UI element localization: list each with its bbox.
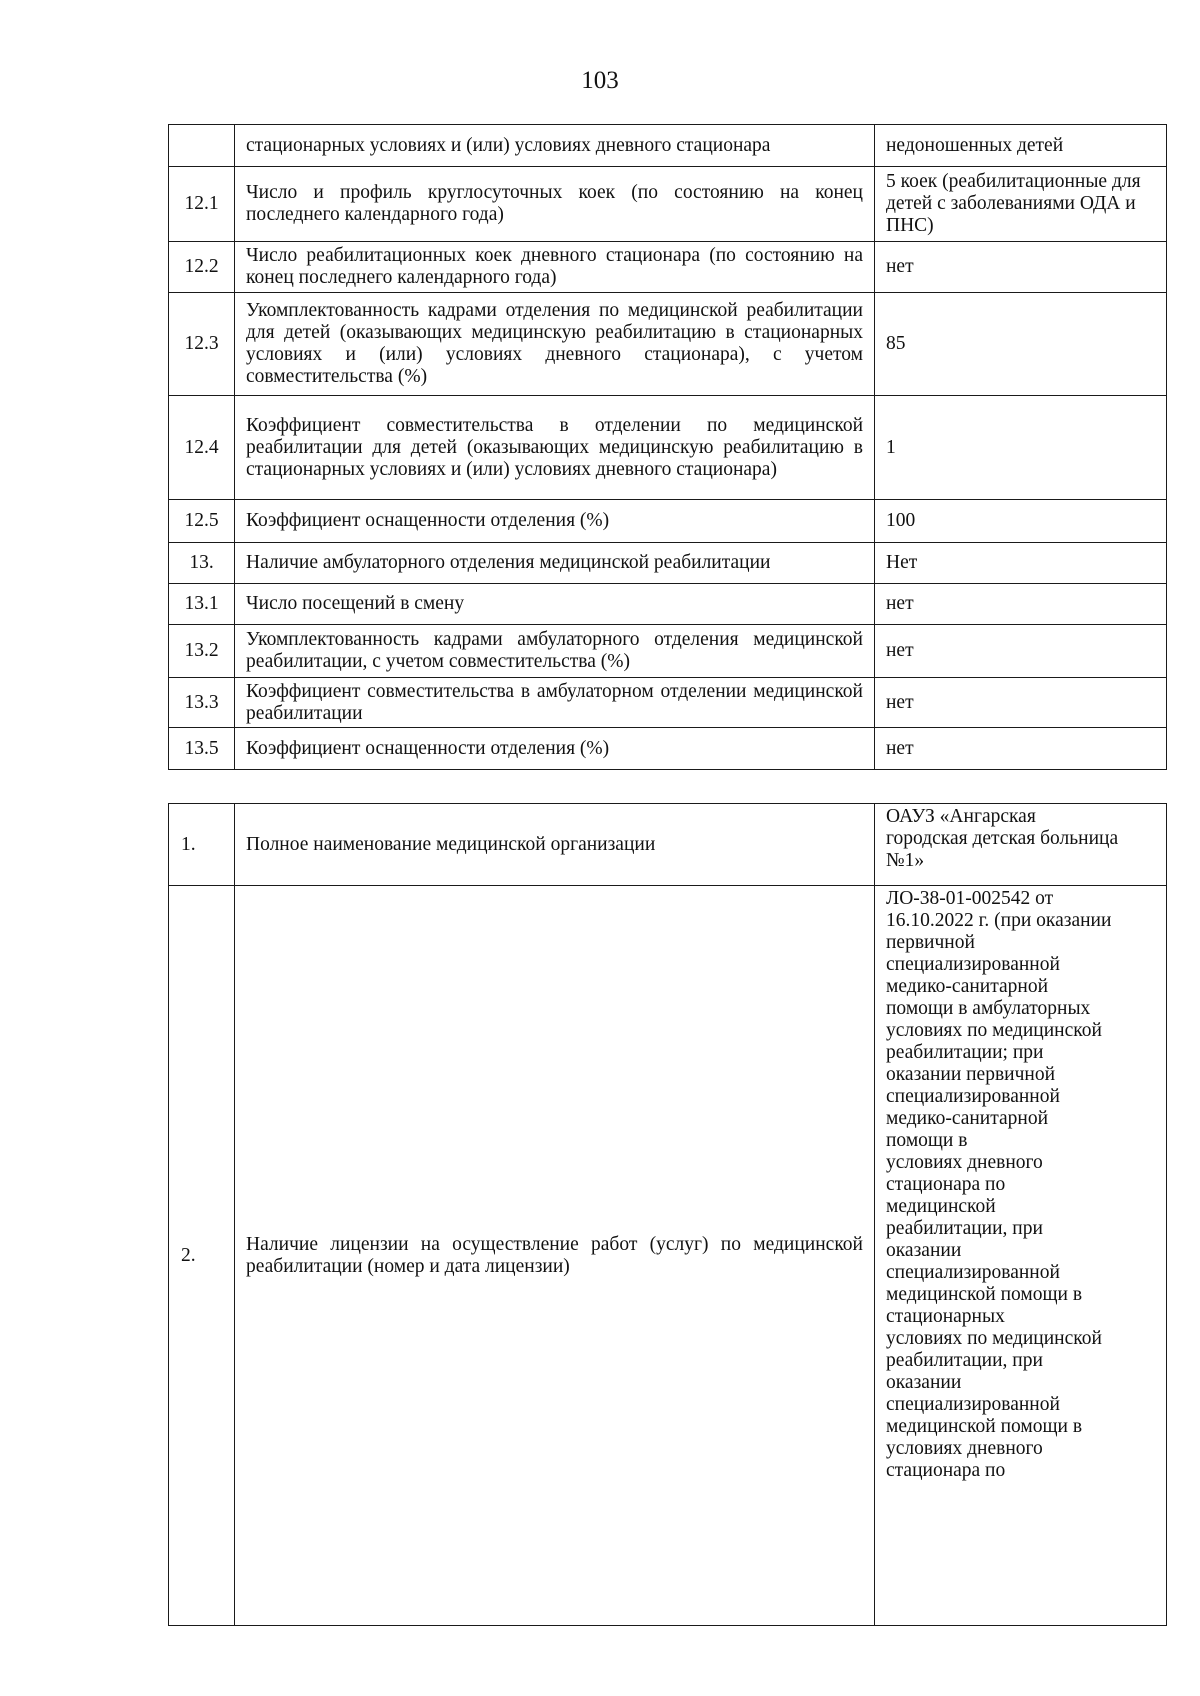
license-value: ЛО-38-01-002542 от 16.10.2022 г. (при оказании первичной специализированной медико-санитарной помощи в амбулаторных условиях по медицинской реабилитации; при оказании первичной специализированной медико-санитарной помощи в условиях дневного стационара по медицинской реабилитации, при оказании специализированной медицинской помощи в стационарных условиях по медицинской реабилитации, при оказании специализированной медицинской помощи в условиях дневного стационара по <box>875 886 1167 1626</box>
table-row <box>169 543 1167 584</box>
rehab-indicators-table <box>168 124 1167 770</box>
row-description: Коэффициент оснащенности отделения (%) <box>235 500 875 543</box>
row-value: 1 <box>875 396 1167 500</box>
row-description: Коэффициент совместительства в отделении по медицинской реабилитации для детей (оказывающих медицинскую реабилитацию в стационарных условиях и (или) условиях дневного стационара) <box>235 396 875 500</box>
row-value: нет <box>875 625 1167 678</box>
table-row <box>169 625 1167 678</box>
row-number: 12.3 <box>169 293 235 396</box>
row-description: Наличие амбулаторного отделения медицинской реабилитации <box>235 543 875 584</box>
table-row <box>169 804 1167 886</box>
row-value: нет <box>875 584 1167 625</box>
row-description: Число посещений в смену <box>235 584 875 625</box>
table-row <box>169 125 1167 167</box>
row-value: нет <box>875 678 1167 728</box>
page-number: 103 <box>581 67 619 94</box>
table-row <box>169 886 1167 1626</box>
table-row <box>169 167 1167 242</box>
table-row <box>169 396 1167 500</box>
row-number: 13.1 <box>169 584 235 625</box>
row-number: 13.3 <box>169 678 235 728</box>
row-description: Число и профиль круглосуточных коек (по состоянию на конец последнего календарного года) <box>235 167 875 242</box>
row-number: 12.2 <box>169 242 235 293</box>
row-description: Наличие лицензии на осуществление работ (услуг) по медицинской реабилитации (номер и дата лицензии) <box>235 886 875 1626</box>
row-value: нет <box>875 242 1167 293</box>
row-description: Укомплектованность кадрами отделения по медицинской реабилитации для детей (оказывающих медицинскую реабилитацию в стационарных условиях и (или) условиях дневного стационара), с учетом совместительства (%) <box>235 293 875 396</box>
row-description: Коэффициент оснащенности отделения (%) <box>235 728 875 770</box>
row-value: нет <box>875 728 1167 770</box>
row-number: 1. <box>169 804 235 886</box>
row-number: 12.1 <box>169 167 235 242</box>
table-row <box>169 584 1167 625</box>
row-value: Нет <box>875 543 1167 584</box>
row-description: Число реабилитационных коек дневного стационара (по состоянию на конец последнего календарного года) <box>235 242 875 293</box>
row-description: Укомплектованность кадрами амбулаторного отделения медицинской реабилитации, с учетом совместительства (%) <box>235 625 875 678</box>
table-row <box>169 500 1167 543</box>
row-description: Коэффициент совместительства в амбулаторном отделении медицинской реабилитации <box>235 678 875 728</box>
table-row <box>169 728 1167 770</box>
row-value: недоношенных детей <box>875 125 1167 167</box>
row-description: Полное наименование медицинской организации <box>235 804 875 886</box>
row-number: 12.5 <box>169 500 235 543</box>
row-value: 5 коек (реабилитационные для детей с заболеваниями ОДА и ПНС) <box>875 167 1167 242</box>
row-number: 2. <box>169 886 235 1626</box>
table-row <box>169 293 1167 396</box>
row-value: 85 <box>875 293 1167 396</box>
row-number: 13.2 <box>169 625 235 678</box>
row-number: 13.5 <box>169 728 235 770</box>
row-number: 12.4 <box>169 396 235 500</box>
table-row <box>169 242 1167 293</box>
row-value: ОАУЗ «Ангарская городская детская больница №1» <box>875 804 1167 886</box>
row-number: 13. <box>169 543 235 584</box>
row-description: стационарных условиях и (или) условиях дневного стационара <box>235 125 875 167</box>
row-value: 100 <box>875 500 1167 543</box>
organization-info-table <box>168 803 1167 1626</box>
table-row <box>169 678 1167 728</box>
row-number <box>169 125 235 167</box>
